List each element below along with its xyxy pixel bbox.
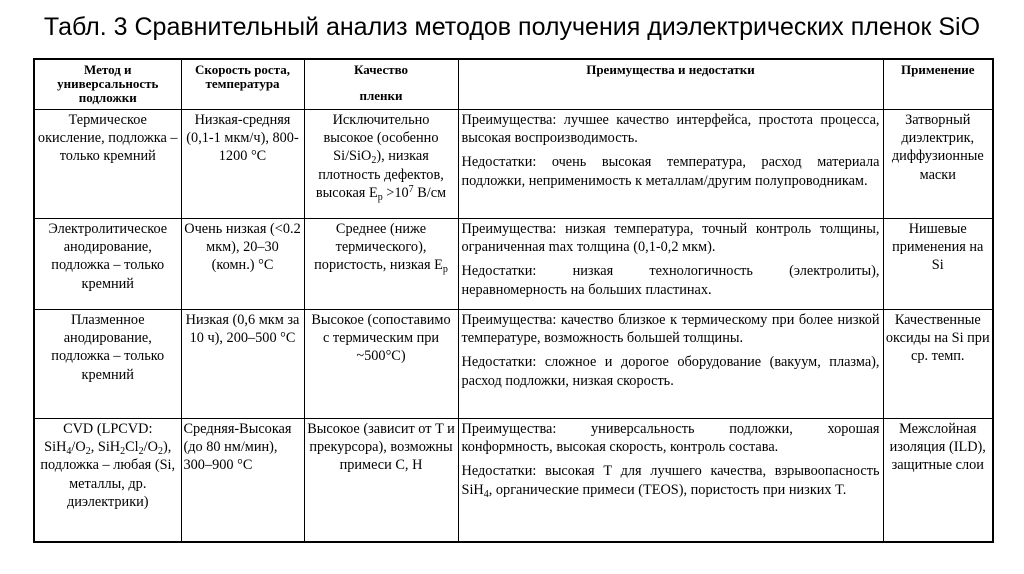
pros-text: Преимущества: качество близкое к термическому при более низкой температуре, возможность большей толщины. (461, 311, 880, 346)
header-quality-line1: Качество (353, 62, 409, 77)
table-row (34, 418, 993, 542)
cons-text: Недостатки: очень высокая температура, расход материала подложки, неприменимость к металлам/другим полупроводникам. (461, 154, 880, 189)
method-cell: CVD (LPCVD: $SiH_4/O_2$, $SiH_2Cl_2/O_2$), подложка – любая (Si, металлы, др. диэлектрики) (34, 418, 181, 542)
method-cell: Термическое окисление, подложка – только кремний (34, 109, 181, 218)
header-method: Метод и универсальность подложки (34, 59, 181, 109)
cons-text: Недостатки: низкая технологичность (электролиты), неравномерность на больших пластинах. (461, 263, 880, 298)
header-quality (304, 59, 458, 109)
quality-cell: Высокое (сопоставимо с термическим при ~500°С) (304, 309, 458, 418)
pros-text: Преимущества: низкая температура, точный контроль толщины, ограниченная max толщина (0,1-0,2 мкм). (461, 220, 880, 255)
method-cell: Электролитическое анодирование, подложка – только кремний (34, 218, 181, 309)
header-speed: Скорость роста, температура (181, 59, 304, 109)
application-cell: Качественные оксиды на Si при ср. темп. (883, 309, 993, 418)
header-application: Применение (883, 59, 993, 109)
speed-cell: Низкая-средняя (0,1-1 мкм/ч), 800-1200 °С (181, 109, 304, 218)
application-cell: Затворный диэлектрик, диффузионные маски (883, 109, 993, 218)
pros-cons-cell (458, 418, 883, 542)
pros-cons-cell (458, 109, 883, 218)
quality-cell: Высокое (зависит от T и прекурсора), возможны примеси С, Н (304, 418, 458, 542)
method-cell: Плазменное анодирование, подложка – только кремний (34, 309, 181, 418)
pros-text: Преимущества: универсальность подложки, хорошая конформность, высокая скорость, контроль состава. (461, 420, 880, 455)
pros-text: Преимущества: лучшее качество интерфейса, простота процесса, высокая воспроизводимость. (461, 111, 880, 146)
pros-cons-cell (458, 218, 883, 309)
application-cell: Межслойная изоляция (ILD), защитные слои (883, 418, 993, 542)
table-row (34, 309, 993, 418)
speed-cell: Очень низкая (<0.2 мкм), 20–30 (комн.) °С (181, 218, 304, 309)
cons-text: Недостатки: высокая T для лучшего качества, взрывоопасность SiH$_4$, органические примеси (TEOS), пористость при низких T. (461, 463, 880, 500)
quality-cell: Исключительно высокое (особенно Si/SiO$_2$), низкая плотность дефектов, высокая $E_p >10^7$ В/см (304, 109, 458, 218)
cons-text: Недостатки: сложное и дорогое оборудование (вакуум, плазма), расход подложки, низкая скорость. (461, 354, 880, 389)
table-row (34, 218, 993, 309)
table-row (34, 109, 993, 218)
header-quality-line2: пленки (359, 88, 403, 103)
header-row (34, 59, 993, 109)
application-cell: Нишевые применения на Si (883, 218, 993, 309)
comparison-table (33, 58, 994, 543)
header-pros-cons: Преимущества и недостатки (458, 59, 883, 109)
quality-cell: Среднее (ниже термического), пористость, низкая $E_p$ (304, 218, 458, 309)
pros-cons-cell (458, 309, 883, 418)
speed-cell: Низкая (0,6 мкм за 10 ч), 200–500 °С (181, 309, 304, 418)
speed-cell: Средняя-Высокая (до 80 нм/мин), 300–900 °С (181, 418, 304, 542)
page-title: Табл. 3 Сравнительный анализ методов получения диэлектрических пленок SiO (43, 13, 981, 41)
